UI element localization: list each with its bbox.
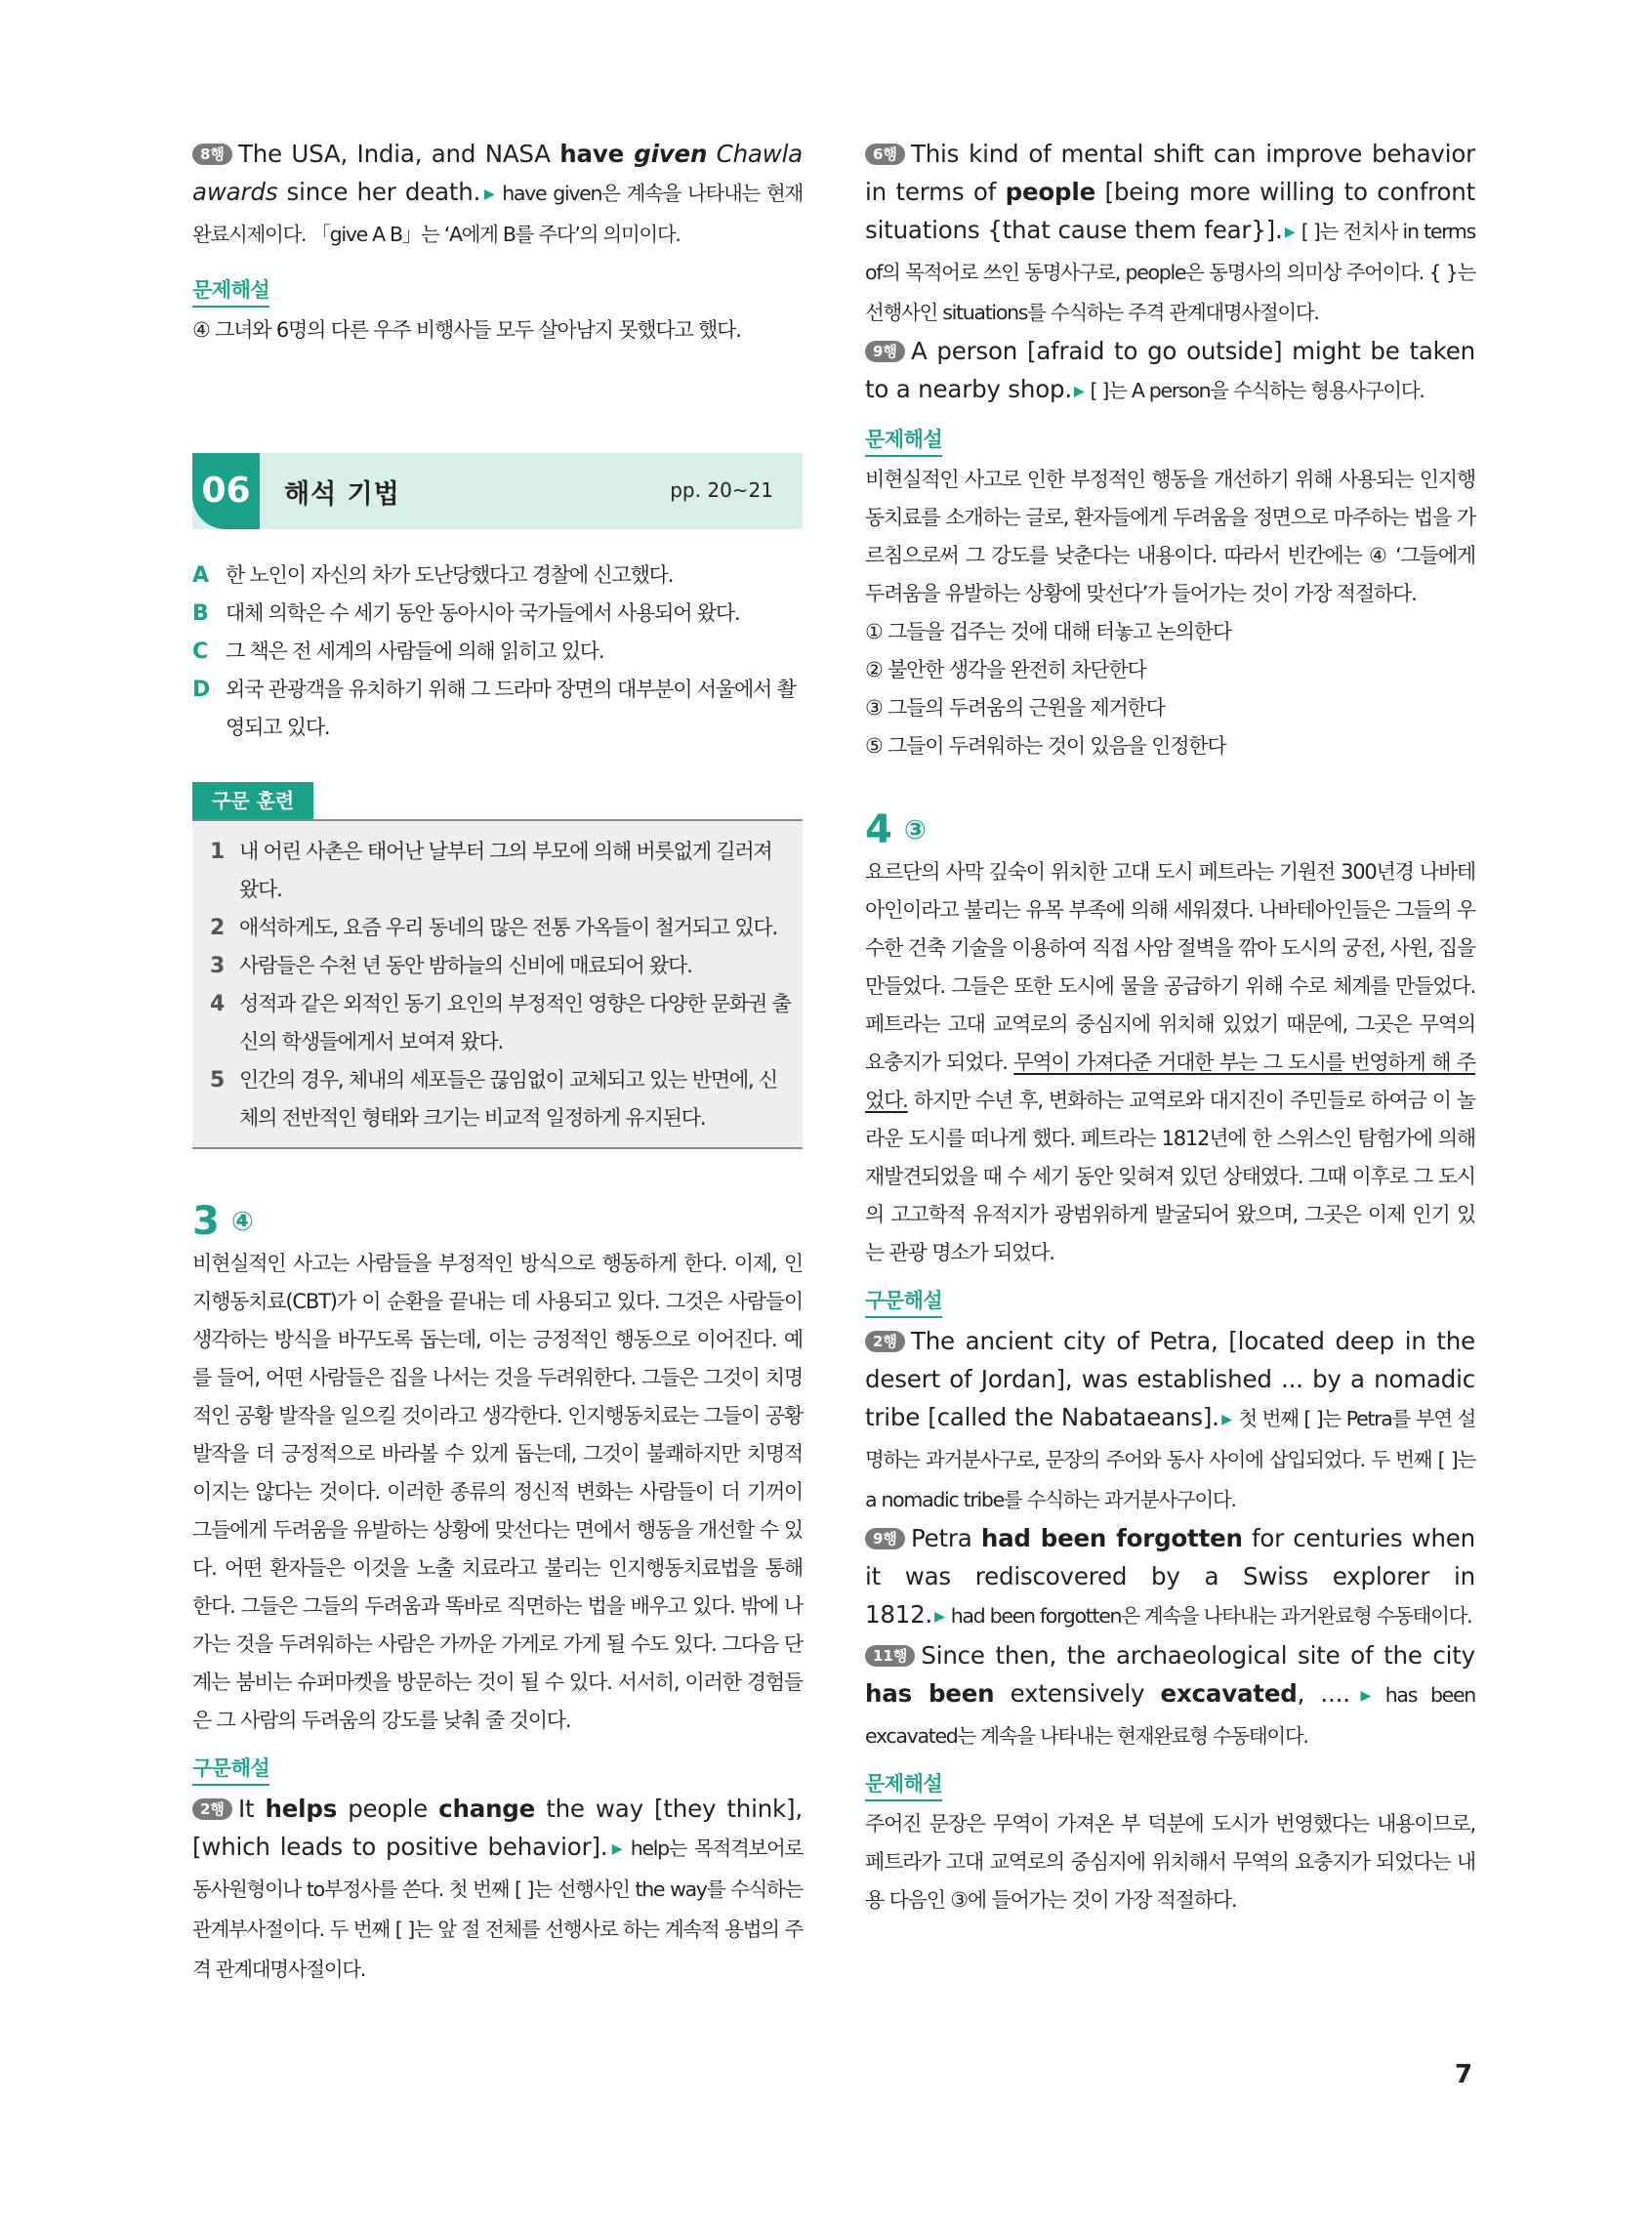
triangle-icon: ▶ (1073, 384, 1085, 399)
underlined-sentence: 무역이 가져다준 거대한 부는 그 도시를 번영하게 해 주었다. (865, 1051, 1475, 1112)
q3-continued (865, 135, 1475, 765)
syntax-sentence: 6행 This kind of mental shift can improve behavior in terms of people [being more willing to confront situations {that cause them fear}]. ▶ [ ]는 전치사 in terms of의 목적어로 쓰인 동명사구로, people은 동명사의 의미상 주어이다. { }는 선행사인 situations를 수식하는 주격 관계대명사절이다. (865, 140, 1475, 324)
syntax-sentence: 9행 Petra had been forgotten for centuries when it was rediscovered by a Swiss explorer in 1812. ▶ had been forgotten은 계속을 나타내는 과거완료형 수동태이다. (865, 1524, 1475, 1629)
line-badge: 8행 (192, 144, 232, 165)
explanation-text: 주어진 문장은 무역이 가져온 부 덕분에 도시가 번영했다는 내용이므로, 페트라가 고대 교역로의 중심지에 위치해서 무역의 요충지가 되었다는 내용 다음인 ③에 들어가는 것이 가장 적절하다. (865, 1812, 1475, 1912)
triangle-icon: ▶ (1351, 1688, 1380, 1704)
option-item: ② 불안한 생각을 완전히 차단한다 (865, 658, 1146, 681)
triangle-icon: ▶ (609, 1841, 625, 1857)
option-item: ① 그들을 겁주는 것에 대해 터놓고 논의한다 (865, 620, 1231, 643)
syntax-explanation-heading: 구문해설 (865, 1286, 942, 1318)
triangle-icon: ▶ (482, 186, 497, 202)
section-pages: pp. 20~21 (670, 478, 773, 502)
page-number: 7 (1455, 2060, 1473, 2089)
line-badge: 9행 (865, 1528, 905, 1549)
translation-text: 비현실적인 사고는 사람들을 부정적인 방식으로 행동하게 한다. 이제, 인지행동치료(CBT)가 이 순환을 끝내는 데 사용되고 있다. 그것은 사람들이 생각하는 방식을 바꾸도록 돕는데, 이는 긍정적인 행동으로 이어진다. 예를 들어, 어떤 사람들은 집을 나서는 것을 두려워한다. 그들은 그것이 치명적인 공황 발작을 일으킬 것이라고 생각한다. 인지행동치료는 그들이 공황 발작을 더 긍정적으로 바라볼 수 있게 돕는데, 그것이 불쾌하지만 치명적이지는 않다는 것이다. 이러한 종류의 정신적 변화는 사람들이 더 기꺼이 그들에게 두려움을 유발하는 상황에 맞선다는 면에서 행동을 개선할 수 있다. 어떤 환자들은 이것을 노출 치료라고 불리는 인지행동치료법을 통해 한다. 그들은 그들의 두려움과 똑바로 직면하는 법을 배우고 있다. 밖에 나가는 것을 두려워하는 사람은 가까운 가게로 가게 될 수도 있다. 그다음 단계는 붐비는 슈퍼마켓을 방문하는 것이 될 수 있다. 서서히, 이러한 경험들은 그 사람의 두려움의 강도를 낮춰 줄 것이다. (192, 1252, 803, 1732)
list-item: 1 내 어린 사촌은 태어난 날부터 그의 부모에 의해 버릇없게 길러져 왔다. (210, 840, 772, 901)
intro-block (192, 135, 803, 350)
list-item: A 한 노인이 자신의 차가 도난당했다고 경찰에 신고했다. (192, 563, 674, 588)
left-column (192, 135, 803, 1989)
problem-explanation-heading: 문제해설 (192, 275, 269, 308)
right-column (865, 135, 1475, 1919)
syntax-sentence: 2행 It helps people change the way [they think], [which leads to positive behavior]. ▶ help는 목적격보어로 동사원형이나 to부정사를 쓴다. 첫 번째 [ ]는 선행사인 the way를 수식하는 관계부사절이다. 두 번째 [ ]는 앞 절 전체를 선행사로 하는 계속적 용법의 주격 관계대명사절이다. (192, 1795, 803, 1981)
line-badge: 6행 (865, 144, 905, 165)
question-answer: ④ (230, 1207, 254, 1237)
line-badge: 11행 (865, 1645, 915, 1667)
syntax-sentence: 2행 The ancient city of Petra, [located deep in the desert of Jordan], was established ... by a nomadic tribe [called the Nabataeans]. ▶ 첫 번째 [ ]는 Petra를 부연 설명하는 과거분사구로, 문장의 주어와 동사 사이에 삽입되었다. 두 번째 [ ]는 a nomadic tribe를 수식하는 과거분사구이다. (865, 1327, 1475, 1511)
list-item: 4 성적과 같은 외적인 동기 요인의 부정적인 영향은 다양한 문화권 출신의 학생들에게서 보여져 왔다. (210, 992, 791, 1053)
training-box (192, 819, 803, 1149)
line-badge: 9행 (865, 341, 905, 362)
triangle-icon: ▶ (1284, 225, 1296, 240)
section-header (192, 453, 803, 529)
problem-explanation-heading: 문제해설 (865, 425, 942, 457)
section-number: 06 (192, 453, 260, 529)
line-badge: 2행 (865, 1331, 905, 1352)
list-item: 5 인간의 경우, 체내의 세포들은 끊임없이 교체되고 있는 반면에, 신체의 전반적인 형태와 크기는 비교적 일정하게 유지된다. (210, 1068, 777, 1130)
option-item: ③ 그들의 두려움의 근원을 제거한다 (865, 696, 1165, 720)
list-item: D 외국 관광객을 유치하기 위해 그 드라마 장면의 대부분이 서울에서 촬영되고 있다. (192, 678, 796, 739)
list-item: B 대체 의학은 수 세기 동안 동아시아 국가들에서 사용되어 왔다. (192, 601, 740, 626)
syntax-sentence: 11행 Since then, the archaeological site of the city has been extensively excavated, .... ▶ has been excavated는 계속을 나타내는 현재완료형 수동태이다. (865, 1641, 1475, 1748)
intro-sentence: 8행 The USA, India, and NASA have given Chawla awards since her death. ▶ have given은 계속을 나타내는 현재완료시제이다. 「give A B」는 ‘A에게 B를 주다’의 의미이다. (192, 140, 803, 246)
abcd-list (192, 557, 803, 747)
training-label: 구문 훈련 (192, 782, 313, 819)
question-3 (192, 1198, 803, 1989)
intro-answer: ④ 그녀와 6명의 다른 우주 비행사들 모두 살아남지 못했다고 했다. (192, 318, 741, 342)
section-title: 해석 기법 (284, 479, 400, 510)
triangle-icon: ▶ (934, 1609, 945, 1625)
question-4 (865, 806, 1475, 1919)
translation-text: 요르단의 사막 깊숙이 위치한 고대 도시 페트라는 기원전 300년경 나바테아인이라고 불리는 유목 부족에 의해 세워졌다. 나바테아인들은 그들의 우수한 건축 기술을 이용하여 직접 사암 절벽을 깎아 도시의 궁전, 사원, 집을 만들었다. 그들은 또한 도시에 물을 공급하기 위해 수로 체계를 만들었다. 페트라는 고대 교역로의 중심지에 위치해 있었기 때문에, 그곳은 무역의 요충지가 되었다. 무역이 가져다준 거대한 부는 그 도시를 번영하게 해 주었다. 하지만 수년 후, 변화하는 교역로와 대지진이 주민들로 하여금 이 놀라운 도시를 떠나게 했다. 페트라는 1812년에 한 스위스인 탐험가에 의해 재발견되었을 때 수 세기 동안 잊혀져 있던 상태였다. 그때 이후로 그 도시의 고고학적 유적지가 광범위하게 발굴되어 왔으며, 그곳은 이제 인기 있는 관광 명소가 되었다. (865, 860, 1475, 1264)
question-number: 3 (192, 1199, 220, 1244)
syntax-explanation-heading: 구문해설 (192, 1754, 269, 1786)
question-answer: ③ (903, 815, 927, 846)
triangle-icon: ▶ (1220, 1412, 1233, 1427)
syntax-sentence: 9행 A person [afraid to go outside] might be taken to a nearby shop. ▶ [ ]는 A person을 수식하는 형용사구이다. (865, 337, 1475, 403)
list-item: 2 애석하게도, 요즘 우리 동네의 많은 전통 가옥들이 철거되고 있다. (210, 916, 777, 940)
explanation-text: 비현실적인 사고로 인한 부정적인 행동을 개선하기 위해 사용되는 인지행동치료를 소개하는 글로, 환자들에게 두려움을 정면으로 마주하는 법을 가르침으로써 그 강도를 낮춘다는 내용이다. 따라서 빈칸에는 ④ ‘그들에게 두려움을 유발하는 상황에 맞선다’가 들어가는 것이 가장 적절하다. (865, 468, 1475, 605)
list-item: C 그 책은 전 세계의 사람들에 의해 읽히고 있다. (192, 640, 604, 664)
option-item: ⑤ 그들이 두려워하는 것이 있음을 인정한다 (865, 734, 1226, 758)
problem-explanation-heading: 문제해설 (865, 1769, 942, 1801)
question-number: 4 (865, 807, 892, 852)
list-item: 3 사람들은 수천 년 동안 밤하늘의 신비에 매료되어 왔다. (210, 954, 692, 978)
line-badge: 2행 (192, 1798, 232, 1820)
